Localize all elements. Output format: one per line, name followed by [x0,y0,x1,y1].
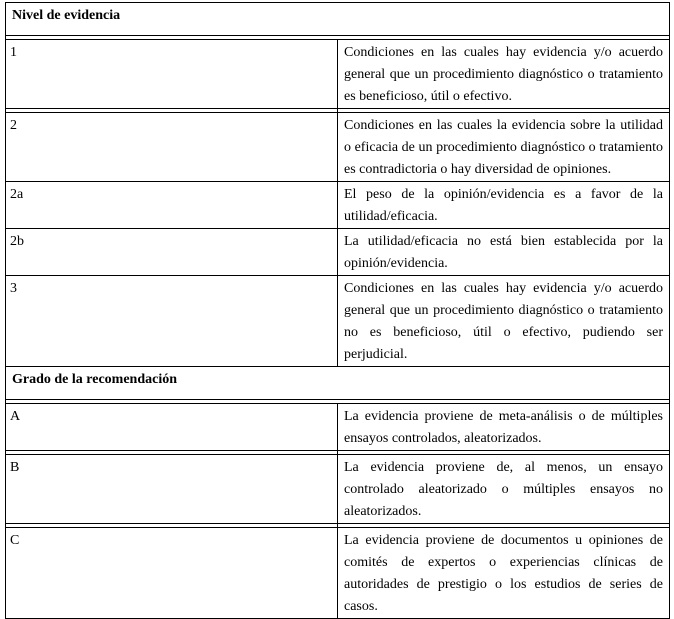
evidence-description: Condiciones en las cuales la evidencia sobre la utilidad o eficacia de un procedimiento diagnóstico o tratamiento es contradictoria o hay diversidad de opiniones. [338,113,670,182]
evidence-code: 2 [6,113,338,182]
evidence-description: Condiciones en las cuales hay evidencia y/o acuerdo general que un procedimiento diagnóstico o tratamiento no es beneficioso, útil o efectivo, pudiendo ser perjudicial. [338,276,670,367]
table-row [6,528,670,619]
table-row [6,113,670,182]
table-row [6,40,670,109]
table-row [6,455,670,524]
evidence-code: 2b [6,229,338,276]
evidence-grading-table [5,2,670,619]
grade-description: La evidencia proviene de documentos u opiniones de comités de expertos o experiencias clínicas de autoridades de prestigio o los estudios de series de casos. [338,528,670,619]
evidence-code: 2a [6,182,338,229]
section-header-row [6,3,670,36]
recommendation-grade-title: Grado de la recomendación [6,367,670,400]
evidence-description: Condiciones en las cuales hay evidencia y/o acuerdo general que un procedimiento diagnóstico o tratamiento es beneficioso, útil o efectivo. [338,40,670,109]
evidence-level-title: Nivel de evidencia [6,3,670,36]
table-row [6,229,670,276]
grade-code: B [6,455,338,524]
section-header-row [6,367,670,400]
evidence-code: 1 [6,40,338,109]
table-row [6,276,670,367]
evidence-description: El peso de la opinión/evidencia es a favor de la utilidad/eficacia. [338,182,670,229]
evidence-code: 3 [6,276,338,367]
evidence-description: La utilidad/eficacia no está bien establecida por la opinión/evidencia. [338,229,670,276]
grade-code: C [6,528,338,619]
grade-description: La evidencia proviene de meta-análisis o de múltiples ensayos controlados, aleatorizados. [338,404,670,451]
grade-code: A [6,404,338,451]
table-row [6,404,670,451]
grade-description: La evidencia proviene de, al menos, un ensayo controlado aleatorizado o múltiples ensayos no aleatorizados. [338,455,670,524]
table-row [6,182,670,229]
